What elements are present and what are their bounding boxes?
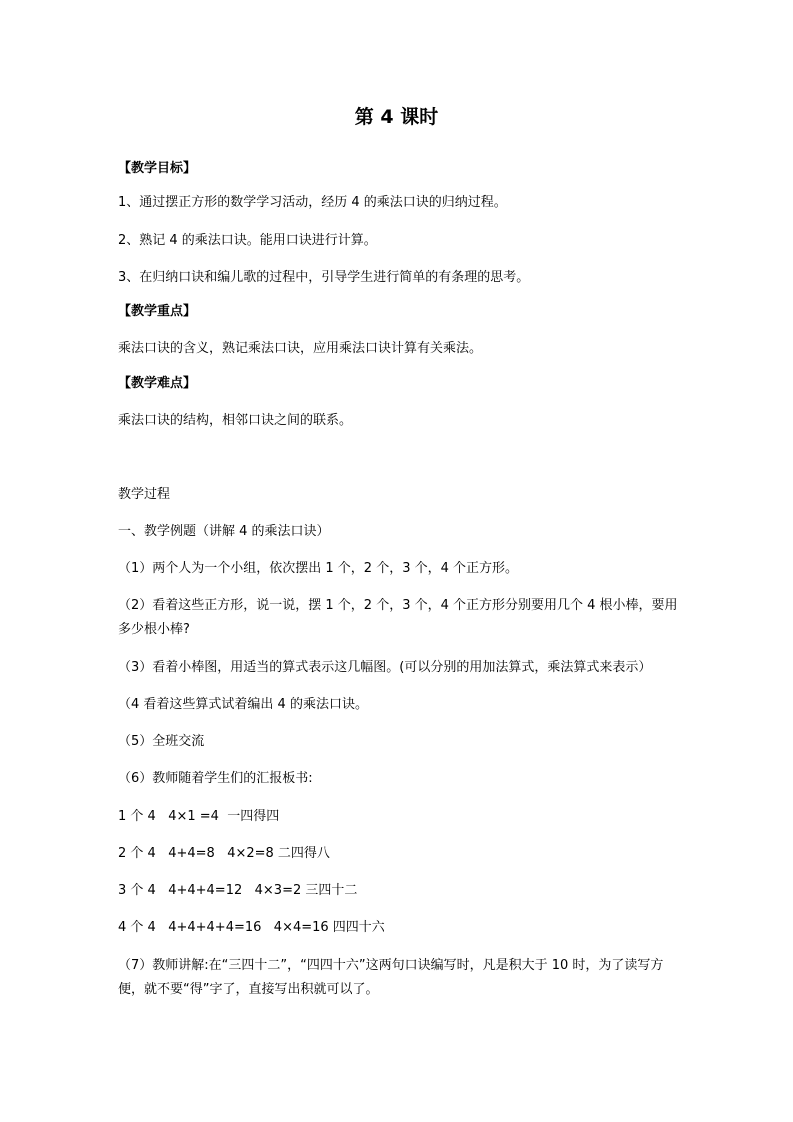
process-step-6: （6）教师随着学生们的汇报板书: [118,771,313,786]
process-step-5: （5）全班交流 [118,734,205,749]
process-step-7: （7）教师讲解:在“三四十二”，“四四十六”这两句口诀编写时，凡是积大于 10 时，为了读写方便，就不要“得”字了，直接写出积就可以了。 [118,958,664,997]
goal-item-1: 1、通过摆正方形的数学学习活动，经历 4 的乘法口诀的归纳过程。 [118,195,507,210]
process-heading: 教学过程 [118,487,171,502]
process-step-1: （1）两个人为一个小组，依次摆出 1 个，2 个，3 个，4 个正方形。 [118,561,519,576]
key-heading: 【教学重点】 [118,304,197,319]
process-step-3: （3）看着小棒图，用适当的算式表示这几幅图。(可以分别的用加法算式，乘法算式来表示） [118,660,652,675]
page-title: 第 4 课时 [354,106,439,128]
process-step-2: （2）看着这些正方形，说一说，摆 1 个，2 个，3 个，4 个正方形分别要用几个 4 根小棒，要用多少根小棒? [118,598,678,637]
difficulty-text: 乘法口诀的结构，相邻口诀之间的联系。 [118,413,353,428]
process-part1: 一、教学例题（讲解 4 的乘法口诀） [118,524,330,539]
goal-item-2: 2、熟记 4 的乘法口诀。能用口诀进行计算。 [118,233,377,248]
board-line-1: 1 个 4 4×1 =4 一四得四 [118,809,280,824]
goal-item-3: 3、在归纳口诀和编儿歌的过程中，引导学生进行简单的有条理的思考。 [118,270,530,285]
board-line-3: 3 个 4 4+4+4=12 4×3=2 三四十二 [118,883,358,898]
goals-heading: 【教学目标】 [118,161,197,176]
key-text: 乘法口诀的含义，熟记乘法口诀，应用乘法口诀计算有关乘法。 [118,341,483,356]
difficulty-heading: 【教学难点】 [118,376,197,391]
board-line-2: 2 个 4 4+4=8 4×2=8 二四得八 [118,846,330,861]
board-line-4: 4 个 4 4+4+4+4=16 4×4=16 四四十六 [118,920,385,935]
process-step-4: （4 看着这些算式试着编出 4 的乘法口诀。 [118,697,368,712]
